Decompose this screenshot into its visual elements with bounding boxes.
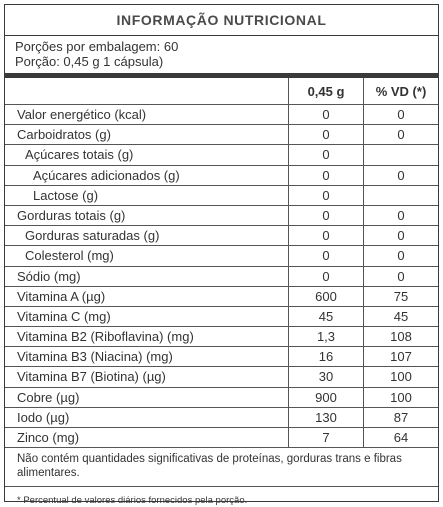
nutrient-vd: 0 <box>397 248 405 264</box>
nutrient-name: Valor energético (kcal) <box>5 105 289 124</box>
nutrient-quantity: 0 <box>289 267 364 286</box>
nutrient-vd: 64 <box>393 430 409 445</box>
nutrient-quantity: 0 <box>289 186 364 205</box>
nutrient-name: Vitamina B3 (Niacina) (mg) <box>5 347 289 366</box>
nutrient-vd: 100 <box>390 369 412 385</box>
nutrient-quantity: 0 <box>289 125 364 144</box>
nutrient-vd: 100 <box>390 389 412 405</box>
nutrient-quantity: 16 <box>289 347 364 366</box>
nutrient-name: Vitamina A (µg) <box>5 287 289 306</box>
nutrient-quantity: 45 <box>289 307 364 326</box>
nutrient-vd <box>364 145 438 164</box>
nutrient-vd: 0 <box>397 107 405 122</box>
table-row <box>5 125 438 145</box>
nutrient-vd: 0 <box>397 167 405 183</box>
nutrient-vd: 108 <box>390 329 412 345</box>
header-vd: % VD (*) <box>375 83 427 99</box>
table-row <box>5 428 438 448</box>
nutrient-name: Vitamina B7 (Biotina) (µg) <box>5 367 289 386</box>
nutrient-name: Vitamina C (mg) <box>5 307 289 326</box>
nutrient-name: Lactose (g) <box>5 186 289 205</box>
table-row <box>5 367 438 387</box>
header-quantity: 0,45 g <box>289 78 364 104</box>
nutrient-quantity: 0 <box>289 246 364 265</box>
portion-info <box>5 36 438 73</box>
nutrient-quantity: 30 <box>289 367 364 386</box>
nutrient-quantity: 0 <box>289 226 364 245</box>
label-title: INFORMAÇÃO NUTRICIONAL <box>5 5 438 36</box>
nutrient-vd: 0 <box>397 268 405 284</box>
table-row <box>5 408 438 428</box>
nutrient-name: Gorduras saturadas (g) <box>5 226 289 245</box>
nutrient-vd: 0 <box>397 207 405 223</box>
nutrient-name: Carboidratos (g) <box>5 125 289 144</box>
table-row <box>5 246 438 266</box>
table-row <box>5 166 438 186</box>
table-row <box>5 327 438 347</box>
table-row <box>5 307 438 327</box>
nutrient-vd: 0 <box>397 127 405 143</box>
nutrient-vd: 0 <box>397 228 405 244</box>
nutrient-name: Iodo (µg) <box>5 408 289 427</box>
nutrient-quantity: 130 <box>289 408 364 427</box>
nutrient-quantity: 0 <box>289 166 364 185</box>
nutrient-quantity: 7 <box>289 428 364 447</box>
nutrient-quantity: 0 <box>289 105 364 124</box>
nutrient-vd <box>364 186 438 205</box>
nutrient-name: Cobre (µg) <box>5 388 289 407</box>
table-header <box>5 78 438 105</box>
table-row <box>5 267 438 287</box>
portion-size: Porção: 0,45 g 1 cápsula) <box>15 54 164 69</box>
table-row <box>5 226 438 246</box>
nutrient-vd: 45 <box>393 308 409 324</box>
nutrient-quantity: 1,3 <box>289 327 364 346</box>
insignificant-footnote: Não contém quantidades significativas de proteínas, gorduras trans e fibras alimentares. <box>5 448 438 487</box>
vd-footnote: * Percentual de valores diários fornecidos pela porção. <box>17 495 248 507</box>
nutrient-name: Açúcares totais (g) <box>5 145 289 164</box>
table-row <box>5 105 438 125</box>
nutrient-name: Colesterol (mg) <box>5 246 289 265</box>
nutrient-quantity: 900 <box>289 388 364 407</box>
nutrient-name: Gorduras totais (g) <box>5 206 289 225</box>
table-row <box>5 206 438 226</box>
nutrient-vd: 87 <box>393 409 409 425</box>
nutrient-name: Açúcares adicionados (g) <box>5 166 289 185</box>
nutrition-label <box>4 4 439 507</box>
nutrient-quantity: 600 <box>289 287 364 306</box>
table-row <box>5 287 438 307</box>
header-name <box>5 78 289 104</box>
table-row <box>5 347 438 367</box>
nutrient-name: Sódio (mg) <box>5 267 289 286</box>
nutrient-quantity: 0 <box>289 206 364 225</box>
nutrient-vd: 107 <box>390 349 412 365</box>
nutrient-name: Vitamina B2 (Riboflavina) (mg) <box>5 327 289 346</box>
nutrient-quantity: 0 <box>289 145 364 164</box>
nutrient-vd: 75 <box>393 288 409 304</box>
nutrient-rows <box>5 105 438 448</box>
nutrient-name: Zinco (mg) <box>5 428 289 447</box>
table-row <box>5 145 438 165</box>
table-row <box>5 388 438 408</box>
portions-per-package: Porções por embalagem: 60 <box>15 39 179 54</box>
table-row <box>5 186 438 206</box>
